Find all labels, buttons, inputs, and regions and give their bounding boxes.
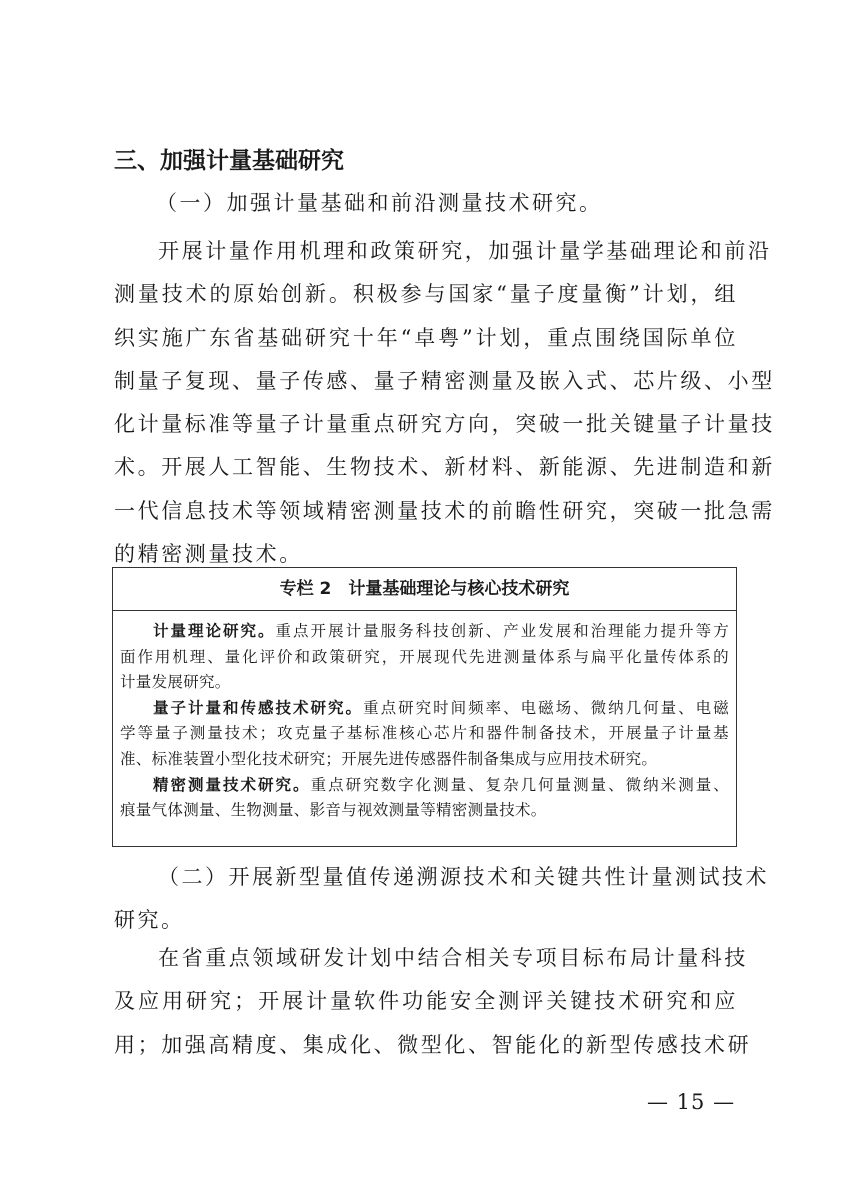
box-item-text: 痕量气体测量、生物测量、影音与视效测量等精密测量技术。	[120, 801, 547, 820]
paragraph-line: 制量子复现、量子传感、量子精密测量及嵌入式、芯片级、小型	[114, 368, 775, 393]
paragraph-line: 术。开展人工智能、生物技术、新材料、新能源、先进制造和新	[114, 455, 775, 480]
paragraph-line: 化计量标准等量子计量重点研究方向，突破一批关键量子计量技	[114, 412, 775, 437]
box-item-text: 学等量子测量技术；攻克量子基标准核心芯片和器件制备技术，开展量子计量基	[120, 724, 729, 743]
box-item-label: 精密测量技术研究。	[153, 775, 311, 794]
section-heading: 三、加强计量基础研究	[114, 148, 344, 174]
box-item-text: 重点研究时间频率、电磁场、微纳几何量、电磁	[363, 698, 729, 717]
page-number: — 15 —	[647, 1090, 736, 1114]
paragraph-line: 用；加强高精度、集成化、微型化、智能化的新型传感技术研	[114, 1032, 752, 1057]
box-title: 专栏 2 计量基础理论与核心技术研究	[113, 568, 736, 611]
paragraph-line: 的精密测量技术。	[114, 542, 303, 567]
box-item	[120, 619, 729, 696]
paragraph-line: 在省重点领域研发计划中结合相关专项目标布局计量科技	[158, 946, 748, 970]
paragraph-line: 测量技术的原始创新。积极参与国家“量子度量衡”计划，组	[114, 282, 738, 307]
subsection-heading-line: 研究。	[114, 908, 185, 933]
paragraph-line: 织实施广东省基础研究十年“卓粤”计划，重点围绕国际单位	[114, 325, 738, 350]
subsection-heading-2	[114, 856, 769, 943]
box-item-text: 重点开展计量服务科技创新、产业发展和治理能力提升等方	[275, 622, 729, 640]
box-item-label: 量子计量和传感技术研究。	[153, 698, 364, 717]
box-item-text: 面作用机理、量化评价和政策研究，开展现代先进测量体系与扁平化量传体系的	[120, 647, 729, 666]
paragraph-1	[114, 230, 775, 576]
paragraph-line: 开展计量作用机理和政策研究，加强计量学基础理论和前沿	[158, 239, 772, 263]
box-item-text: 准、标准装置小型化技术研究；开展先进传感器件制备集成与应用技术研究。	[120, 749, 658, 768]
box-item-text: 重点研究数字化测量、复杂几何量测量、微纳米测量、	[310, 775, 730, 794]
paragraph-2	[114, 937, 752, 1067]
sidebar-box	[112, 567, 737, 847]
box-item	[120, 696, 729, 773]
paragraph-line: 一代信息技术等领域精密测量技术的前瞻性研究，突破一批急需	[114, 498, 775, 523]
box-item-label: 计量理论研究。	[153, 622, 276, 640]
paragraph-line: 及应用研究；开展计量软件功能安全测评关键技术研究和应	[114, 989, 738, 1014]
subsection-heading-line: （二）开展新型量值传递溯源技术和关键共性计量测试技术	[158, 865, 769, 889]
subsection-heading-1: （一）加强计量基础和前沿测量技术研究。	[156, 191, 603, 215]
box-item	[120, 773, 729, 824]
box-item-text: 计量发展研究。	[120, 673, 231, 692]
box-body	[113, 611, 736, 824]
